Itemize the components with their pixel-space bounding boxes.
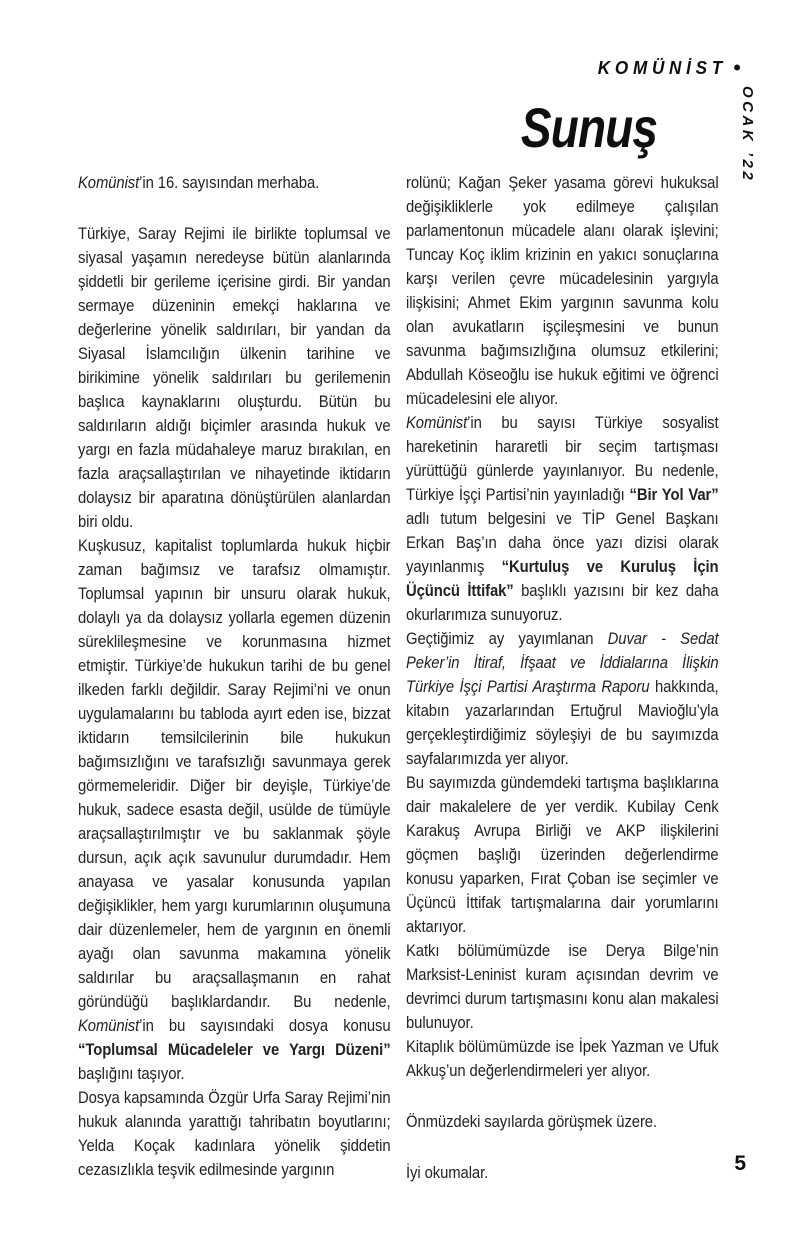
- text-run: İyi okumalar.: [406, 1163, 489, 1182]
- magazine-name: KOMÜNİST: [598, 57, 728, 78]
- paragraph: [406, 939, 719, 1035]
- text-run: ’in bu sayısındaki dosya konusu: [139, 1016, 391, 1035]
- issue-date: OCAK ’22: [739, 86, 756, 184]
- text-run: rolünü; Kağan Şeker yasama görevi hukuksal değişikliklerle yok edilmeye çalışılan parlamentonun mücadele alanı olarak işlevini; Tuncay Koç iklim krizinin en yakıcı sonuçlarına karşı verilen çevre mücadelesinin yargıyla ilişkisini; Ahmet Ekim yargının savunma kolu olan avukatların işçileşmesini ve bunun savunma bağımsızlığına olumsuz etkilerini; Abdullah Köseoğlu ise hukuk eğitimi ve öğrenci mücadelesini ele alıyor.: [406, 173, 719, 408]
- text-run: Komünist: [78, 1016, 140, 1035]
- text-run: ’in bu sayısı Türkiye sosyalist hareketinin hararetli bir seçim tartışması yürüttüğü günlerde yayınlanıyor. Bu nedenle, Türkiye İşçi Partisi’nin yayınladığı: [406, 413, 719, 504]
- text-run: Kitaplık bölümümüzde ise İpek Yazman ve Ufuk Akkuş’un değerlendirmeleri yer alıyor.: [406, 1037, 719, 1080]
- text-run: adlı tutum belgesini ve TİP Genel Başkanı Erkan Baş’ın daha önce yazı dizisi olarak yayınlanmış: [406, 509, 719, 576]
- text-run: Türkiye, Saray Rejimi ile birlikte toplumsal ve siyasal yaşamın neredeyse bütün alanlarında şiddetli bir gerileme içerisine girdi. Bir yandan sermaye düzeninin emekçi haklarına ve değerlerine yönelik saldırıları, bir yandan da Siyasal İslamcılığın ülkenin tarihine ve birikimine yönelik saldırıları bu gerilemenin başlıca kaynaklarını oluşturdu. Bütün bu saldırıların aldığı biçimler arasında hukuk ve yargı en fazla müdahaleye maruz bırakılan, en fazla araçsallaştırılan ve nihayetinde iktidarın dolaysız bir aparatına dönüştürülen alanlardan biri oldu.: [78, 224, 391, 531]
- paragraph: [406, 1161, 719, 1185]
- paragraph: [78, 534, 391, 1086]
- paragraph: [78, 222, 391, 534]
- text-column-left: [78, 171, 391, 1182]
- paragraph: [406, 1110, 719, 1134]
- text-run: “Kurtuluş ve Kuruluş İçin Üçüncü İttifak”: [406, 557, 719, 600]
- text-run: Komünist: [78, 173, 140, 192]
- text-run: Geçtiğimiz ay yayımlanan: [406, 629, 608, 648]
- text-run: Komünist: [406, 413, 468, 432]
- paragraph: [406, 771, 719, 939]
- bullet-icon: •: [733, 55, 741, 80]
- text-run: başlığını taşıyor.: [78, 1064, 185, 1083]
- text-run: “Bir Yol Var”: [629, 485, 719, 504]
- text-run: Katkı bölümümüzde ise Derya Bilge’nin Marksist-Leninist kuram açısından devrim ve devrimci durum tartışmasını konu alan makalesi bulunuyor.: [406, 941, 719, 1032]
- text-column-right: [406, 171, 719, 1185]
- text-run: ’in 16. sayısından merhaba.: [139, 173, 320, 192]
- text-run: Duvar - Sedat Peker’in İtiraf, İfşaat ve İddialarına İlişkin Türkiye İşçi Partisi Araştırma Raporu: [406, 629, 719, 696]
- text-run: “Toplumsal Mücadeleler ve Yargı Düzeni”: [78, 1040, 391, 1059]
- article-title: Sunuş: [520, 96, 657, 159]
- text-run: hakkında, kitabın yazarlarından Ertuğrul Mavioğlu’yla gerçekleştirdiğimiz söyleşiyi de bu sayımızda sayfalarımızda yer alıyor.: [406, 677, 719, 768]
- page-number: 5: [734, 1152, 746, 1175]
- paragraph: [78, 1086, 391, 1182]
- paragraph: [406, 627, 719, 771]
- paragraph: [406, 411, 719, 627]
- text-run: Kuşkusuz, kapitalist toplumlarda hukuk hiçbir zaman bağımsız ve tarafsız olmamıştır. Toplumsal yapının bir unsuru olarak hukuk, dolaylı ya da dolaysız yollarla egemen düzenin süreklileşmesine ve korunmasına hizmet etmiştir. Türkiye’de hukukun tarihi de bu genel ilkeden farklı değildir. Saray Rejimi’ni ve onun uygulamalarını bu tabloda ayırt eden ise, bizzat iktidarın temsilcilerinin bile hukukun bağımsızlığını ve tarafsızlığı savunmaya gerek görmemeleridir. Diğer bir deyişle, Türkiye’de hukuk, sadece esasta değil, usülde de tümüyle araçsallaştırılmıştır ve bu saklanmak şöyle dursun, açık açık savunulur durumdadır. Hem anayasa ve yasalar konusunda yapılan değişiklikler, hem yargı kurumlarının oluşumuna dair düzenlemeler, hem de yargının en önemli ayağı olan savunma makamına yönelik saldırılar bu araçsallaşmanın en rahat göründüğü başlıklardandır. Bu nedenle,: [78, 536, 391, 1011]
- text-run: Bu sayımızda gündemdeki tartışma başlıklarına dair makalelere de yer verdik. Kubilay Cenk Karakuş Avrupa Birliği ve AKP ilişkilerini göçmen başlığı üzerinden değerlendirme konusu yaparken, Fırat Çoban ise seçimler ve Üçüncü İttifak tartışmalarına dair yorumlarını aktarıyor.: [406, 773, 719, 936]
- text-run: Önmüzdeki sayılarda görüşmek üzere.: [406, 1112, 658, 1131]
- masthead: [591, 57, 741, 79]
- paragraph: [78, 171, 391, 195]
- text-run: başlıklı yazısını bir kez daha okurlarımıza sunuyoruz.: [406, 581, 719, 624]
- text-run: Dosya kapsamında Özgür Urfa Saray Rejimi’nin hukuk alanında yarattığı tahribatın boyutlarını; Yelda Koçak kadınlara yönelik şiddetin cezasızlıkla teşvik edilmesinde yargının: [78, 1088, 391, 1179]
- paragraph: [406, 1035, 719, 1083]
- paragraph: [406, 171, 719, 411]
